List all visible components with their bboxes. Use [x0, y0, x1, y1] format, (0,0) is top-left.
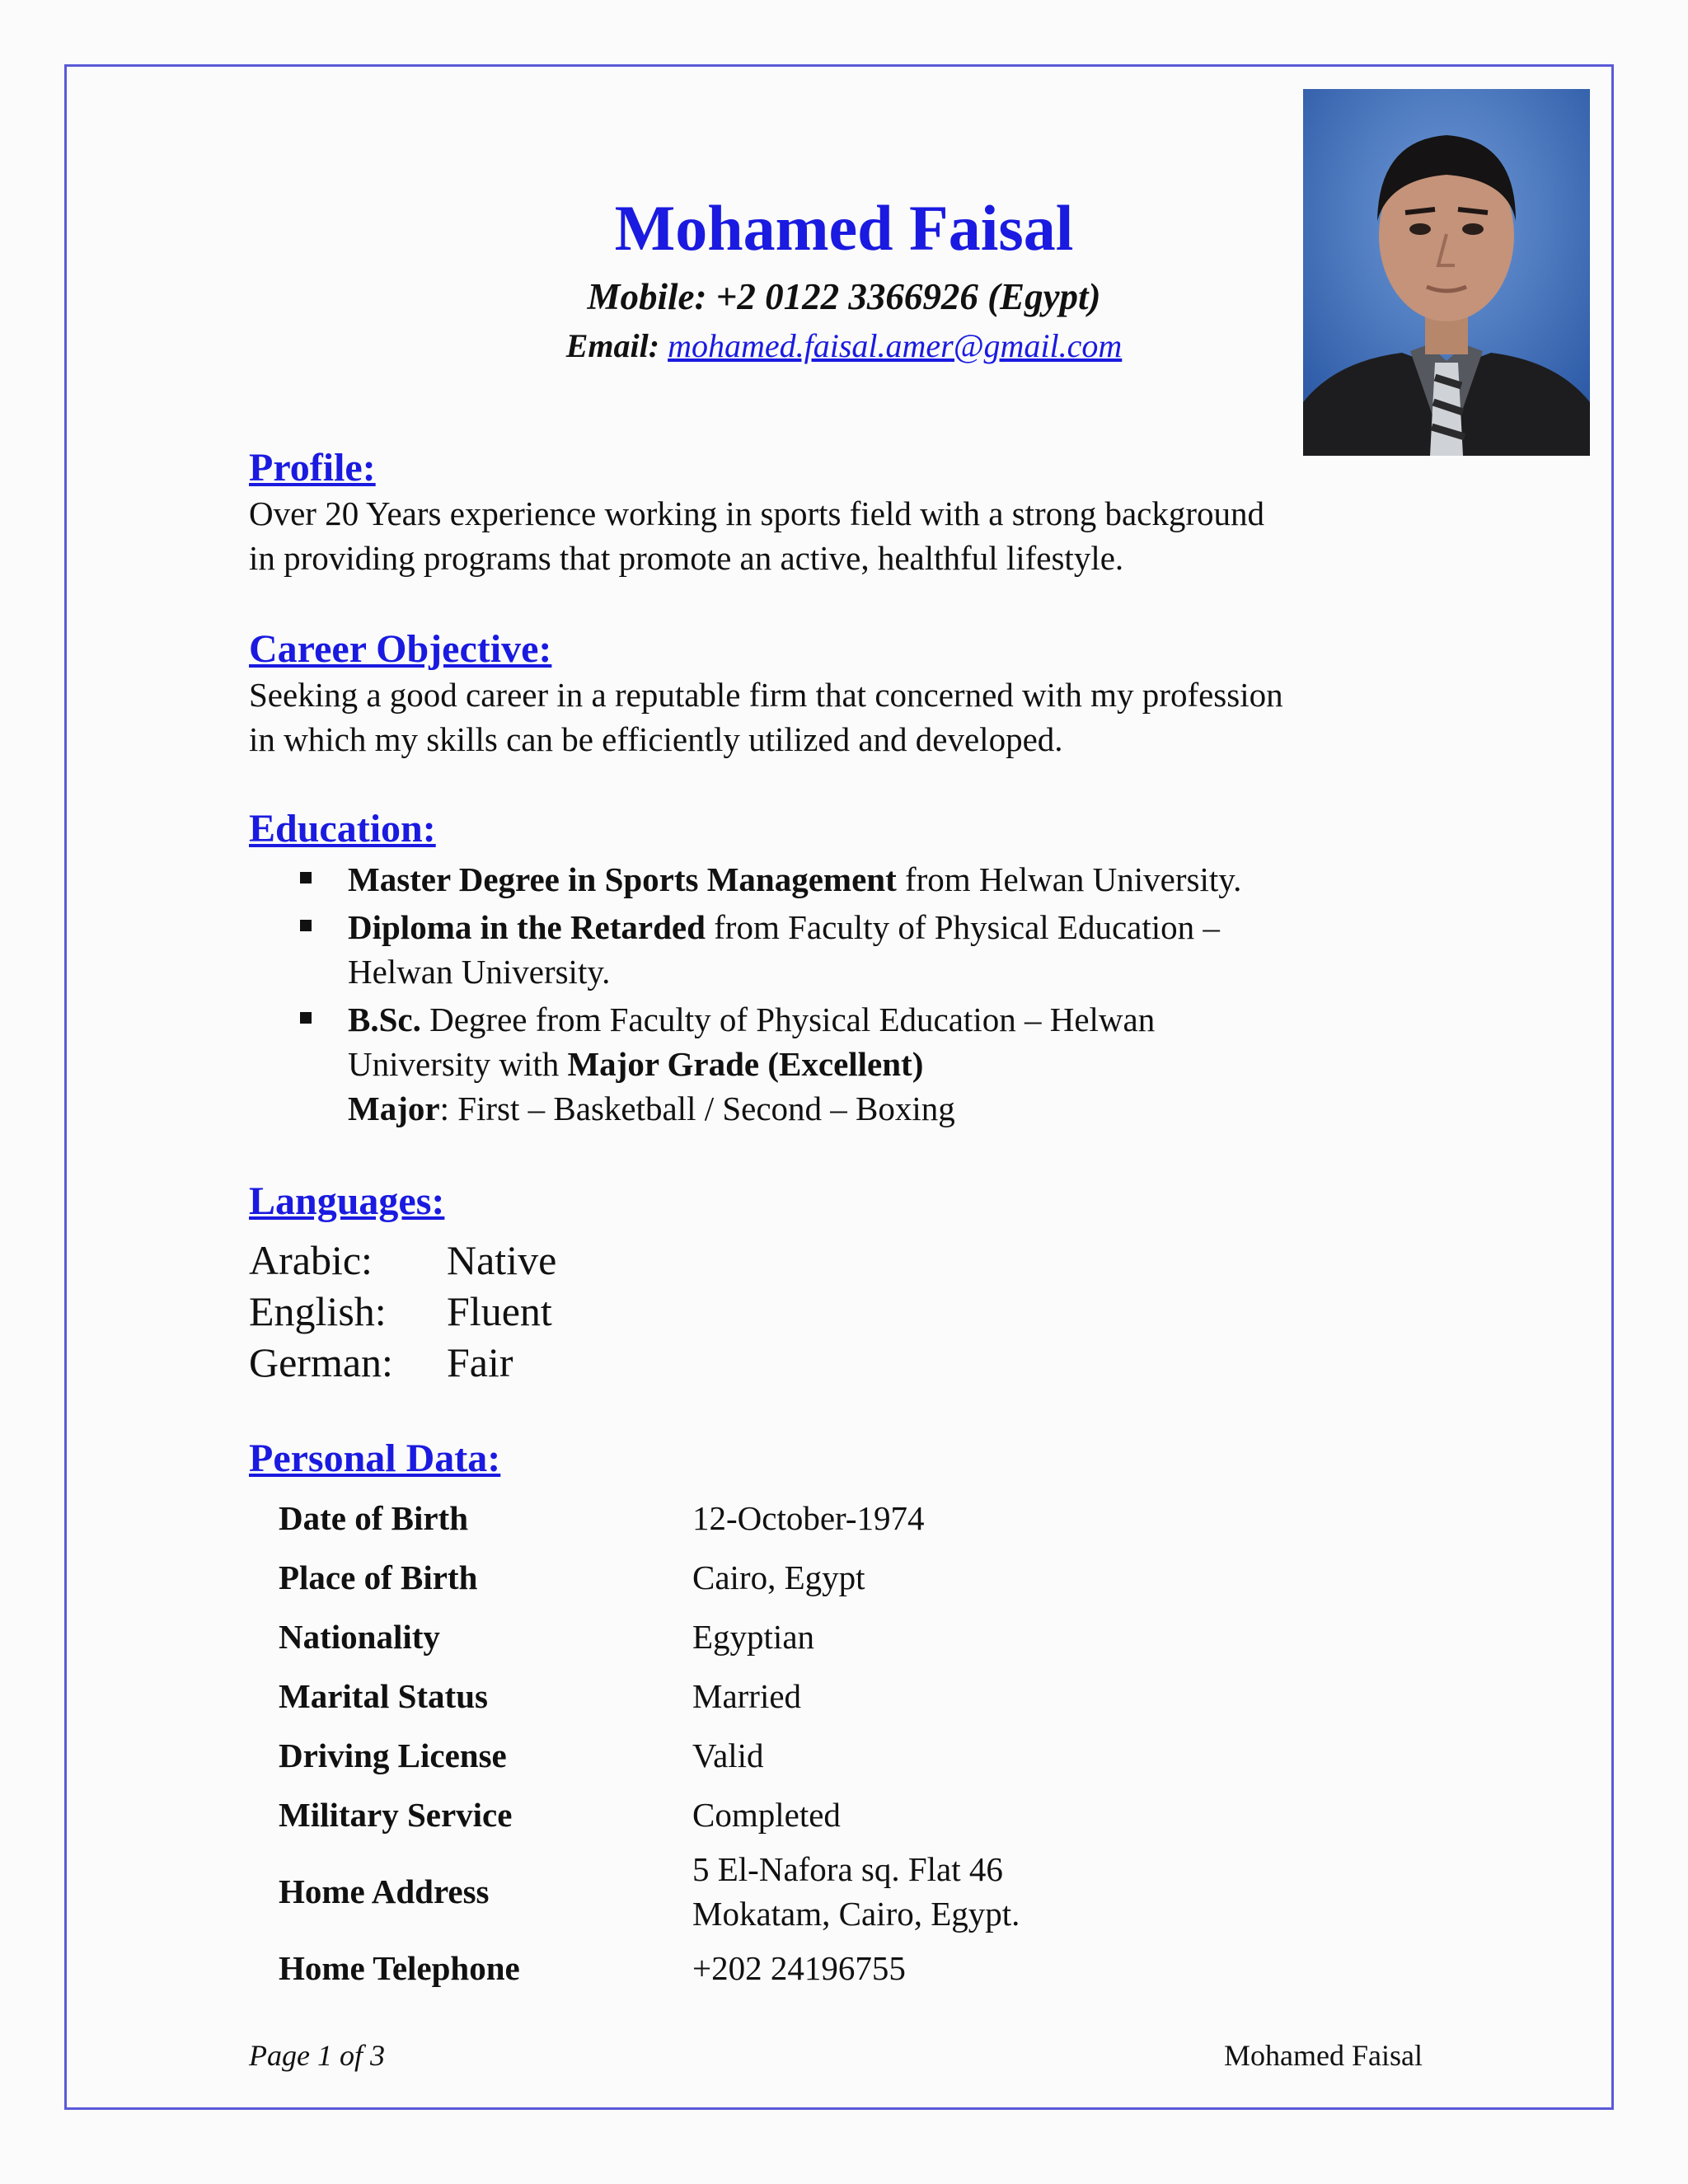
field-label: Marital Status — [279, 1677, 488, 1715]
personal-data-row — [279, 1844, 1432, 1938]
field-label: Driving License — [279, 1736, 507, 1774]
language-row — [249, 1337, 556, 1388]
personal-data-row — [279, 1726, 1432, 1785]
address-line: Mokatam, Cairo, Egypt. — [692, 1895, 1020, 1933]
field-label: Home Address — [279, 1872, 490, 1910]
square-bullet-icon — [300, 872, 312, 883]
email-line — [0, 327, 1688, 364]
field-label: Nationality — [279, 1618, 440, 1656]
degree-grade: Major Grade (Excellent) — [567, 1045, 924, 1083]
field-value: Valid — [692, 1736, 764, 1774]
languages-heading: Languages: — [249, 1179, 445, 1223]
language-row — [249, 1286, 556, 1337]
field-value: Completed — [692, 1796, 841, 1834]
address-line: 5 El-Nafora sq. Flat 46 — [692, 1850, 1003, 1888]
field-label: Home Telephone — [279, 1949, 520, 1987]
page-number: Page 1 of 3 — [249, 2039, 385, 2072]
language-level: Fair — [447, 1339, 513, 1385]
email-label: Email: — [565, 327, 660, 364]
degree-detail: University with — [348, 1045, 568, 1083]
square-bullet-icon — [300, 920, 312, 931]
language-level: Native — [447, 1237, 557, 1283]
profile-text — [249, 491, 1444, 580]
career-objective-heading: Career Objective: — [249, 627, 552, 671]
profile-heading: Profile: — [249, 446, 376, 490]
education-heading: Education: — [249, 807, 436, 851]
degree-name: B.Sc. — [348, 1001, 421, 1038]
email-link[interactable]: mohamed.faisal.amer@gmail.com — [668, 327, 1123, 364]
languages-list — [249, 1235, 556, 1388]
education-item — [249, 997, 1444, 1131]
personal-data-table — [279, 1488, 1432, 1998]
major-detail: : First – Basketball / Second – Boxing — [439, 1090, 955, 1127]
field-value: Cairo, Egypt — [692, 1558, 865, 1596]
degree-detail: from Faculty of Physical Education – — [705, 908, 1220, 946]
major-label: Major — [348, 1090, 440, 1127]
language-row — [249, 1235, 556, 1286]
degree-name: Diploma in the Retarded — [348, 908, 706, 946]
language-name: Arabic: — [249, 1237, 373, 1283]
profile-line: in providing programs that promote an active, healthful lifestyle. — [249, 539, 1124, 577]
personal-data-row — [279, 1548, 1432, 1607]
field-label: Place of Birth — [279, 1558, 478, 1596]
personal-data-heading: Personal Data: — [249, 1436, 501, 1480]
education-item — [249, 905, 1444, 994]
objective-line: in which my skills can be efficiently utilized and developed. — [249, 720, 1063, 758]
field-value: +202 24196755 — [692, 1949, 906, 1987]
career-objective-text — [249, 673, 1444, 762]
field-label: Date of Birth — [279, 1499, 469, 1537]
personal-data-row — [279, 1938, 1432, 1998]
personal-data-row — [279, 1785, 1432, 1844]
candidate-name: Mohamed Faisal — [614, 192, 1074, 264]
square-bullet-icon — [300, 1012, 312, 1024]
education-list — [249, 857, 1444, 1134]
mobile-number: Mobile: +2 0122 3366926 (Egypt) — [587, 276, 1101, 317]
objective-line: Seeking a good career in a reputable firm that concerned with my profession — [249, 676, 1283, 714]
field-value: 12-October-1974 — [692, 1499, 925, 1537]
language-level: Fluent — [447, 1288, 552, 1334]
field-value: Married — [692, 1677, 802, 1715]
degree-detail: Degree from Faculty of Physical Education – Helwan — [420, 1001, 1156, 1038]
education-item — [249, 857, 1444, 902]
personal-data-row — [279, 1666, 1432, 1726]
personal-data-row — [279, 1607, 1432, 1666]
language-name: German: — [249, 1339, 393, 1385]
field-value: Egyptian — [692, 1618, 815, 1656]
profile-line: Over 20 Years experience working in sports field with a strong background — [249, 494, 1265, 532]
profile-photo — [1303, 89, 1590, 456]
footer-author: Mohamed Faisal — [1224, 2039, 1423, 2072]
field-label: Military Service — [279, 1796, 513, 1834]
language-name: English: — [249, 1288, 387, 1334]
degree-name: Master Degree in Sports Management — [348, 860, 897, 898]
degree-detail: Helwan University. — [348, 953, 611, 991]
field-value — [692, 1847, 1020, 1936]
degree-detail: from Helwan University. — [896, 860, 1242, 898]
personal-data-row — [279, 1488, 1432, 1548]
